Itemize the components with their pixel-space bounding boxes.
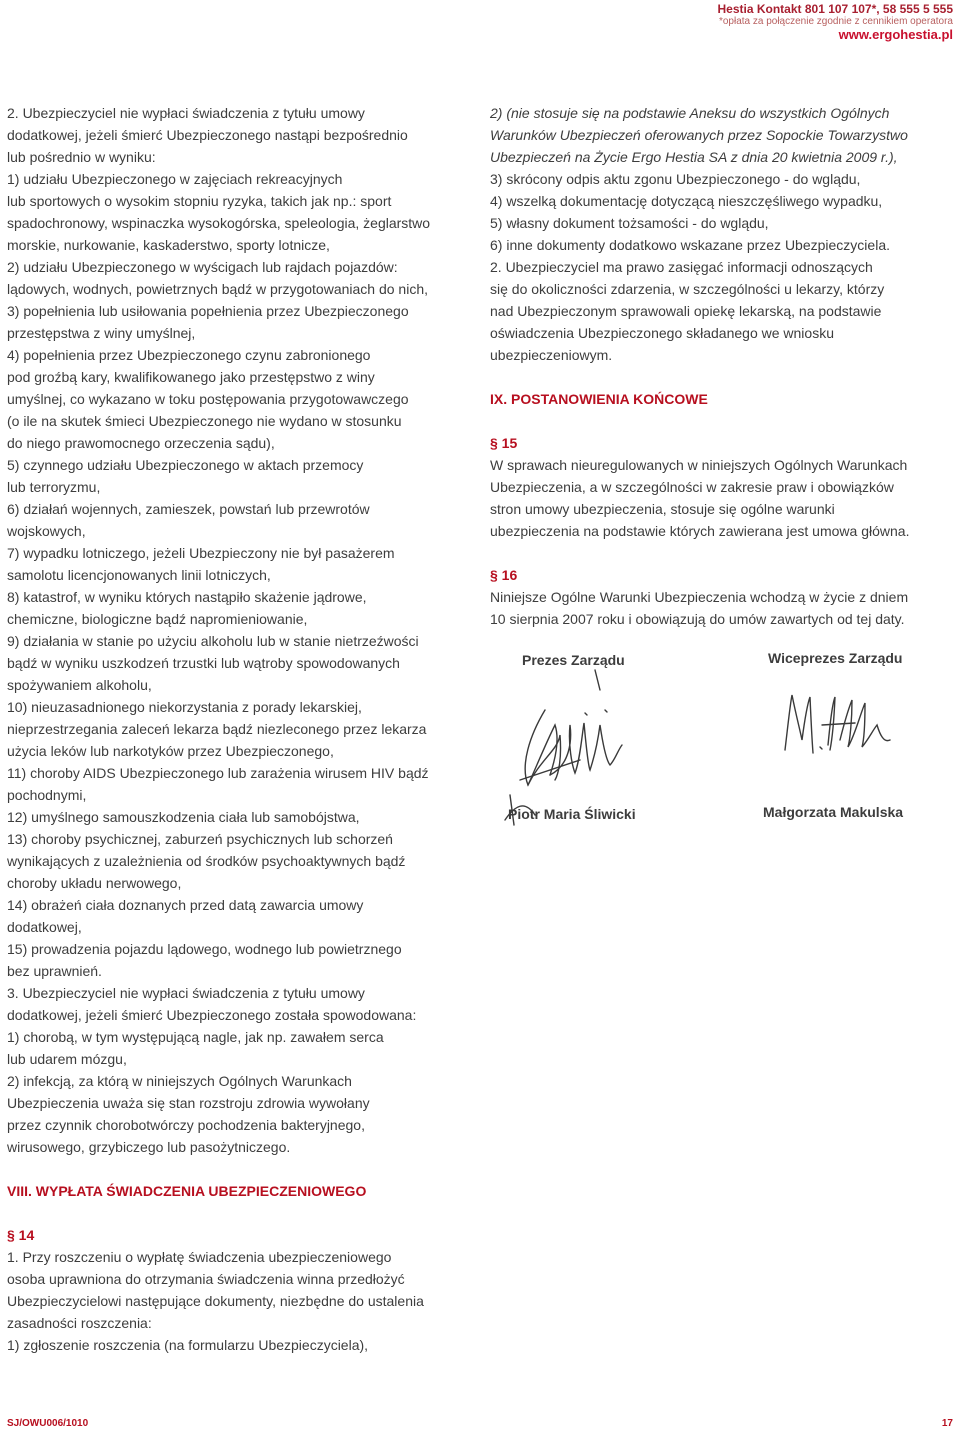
paragraph-16-number: § 16 [490, 567, 518, 583]
left-column [7, 102, 477, 1356]
text-line: (o ile na skutek śmieci Ubezpieczonego nie wydano w stosunku [7, 413, 402, 429]
text-line: dodatkowej, jeżeli śmierć Ubezpieczonego została spowodowana: [7, 1007, 417, 1023]
text-line: ubezpieczeniowym. [490, 347, 613, 363]
text-line: 9) działania w stanie po użyciu alkoholu lub w stanie nietrzeźwości [7, 633, 419, 649]
text-line: 4) popełnienia przez Ubezpieczonego czynu zabronionego [7, 347, 371, 363]
text-line: 14) obrażeń ciała doznanych przed datą zawarcia umowy [7, 897, 364, 913]
text-line: 2) udziału Ubezpieczonego w wyścigach lub rajdach pojazdów: [7, 259, 398, 275]
signature-right-name: Małgorzata Makulska [763, 804, 904, 820]
text-line: 1) chorobą, w tym występującą nagle, jak np. zawałem serca [7, 1029, 384, 1045]
section-viii-title: VIII. WYPŁATA ŚWIADCZENIA UBEZPIECZENIOWEGO [7, 1183, 367, 1199]
paragraph-15-text [490, 454, 955, 542]
text-line: 6) inne dokumenty dodatkowo wskazane przez Ubezpieczyciela. [490, 237, 890, 253]
text-line: 8) katastrof, w wyniku których nastąpiło skażenie jądrowe, [7, 589, 367, 605]
text-line: 3) popełnienia lub usiłowania popełnienia przez Ubezpieczonego [7, 303, 409, 319]
header-url[interactable]: www.ergohestia.pl [838, 27, 953, 42]
text-line: 1) zgłoszenie roszczenia (na formularzu Ubezpieczyciela), [7, 1337, 369, 1353]
text-line: wynikających z uzależnienia od środków psychoaktywnych bądź [7, 853, 406, 869]
text-line: 6) działań wojennych, zamieszek, powstań lub przewrotów [7, 501, 370, 517]
text-line: dodatkowej, jeżeli śmierć Ubezpieczonego nastąpi bezpośrednio [7, 127, 408, 143]
text-line: 13) choroby psychicznej, zaburzeń psychicznych lub schorzeń [7, 831, 393, 847]
text-line: Ubezpieczenia, a w szczególności w zakresie praw i obowiązków [490, 479, 894, 495]
header-note: *opłata za połączenie zgodnie z cennikiem operatora [718, 16, 953, 27]
paragraph-16-text [490, 586, 955, 630]
text-line: Niniejsze Ogólne Warunki Ubezpieczenia wchodzą w życie z dniem [490, 589, 909, 605]
section-ix-title: IX. POSTANOWIENIA KOŃCOWE [490, 391, 708, 407]
footer-page-number: 17 [941, 1418, 953, 1429]
text-line: 2. Ubezpieczyciel ma prawo zasięgać informacji odnoszących [490, 259, 873, 275]
paragraph-15-number: § 15 [490, 435, 518, 451]
text-line: 3. Ubezpieczyciel nie wypłaci świadczenia z tytułu umowy [7, 985, 365, 1001]
text-line: 3) skrócony odpis aktu zgonu Ubezpieczonego - do wglądu, [490, 171, 861, 187]
text-line: osoba uprawniona do otrzymania świadczenia winna przedłożyć [7, 1271, 405, 1287]
text-line: zasadności roszczenia: [7, 1315, 152, 1331]
text-line: Ubezpieczenia uważa się stan rozstroju zdrowia wywołany [7, 1095, 370, 1111]
text-line: Ubezpieczeń na Życie Ergo Hestia SA z dnia 20 kwietnia 2009 r.), [490, 149, 898, 165]
right-italic-block [490, 102, 955, 168]
left-text-block [7, 102, 477, 1158]
text-line: 7) wypadku lotniczego, jeżeli Ubezpieczony nie był pasażerem [7, 545, 395, 561]
text-line: samolotu licencjonowanych linii lotniczych, [7, 567, 271, 583]
text-line: oświadczenia Ubezpieczonego składanego we wniosku [490, 325, 834, 341]
text-line: 11) choroby AIDS Ubezpieczonego lub zarażenia wirusem HIV bądź [7, 765, 429, 781]
text-line: pochodnymi, [7, 787, 87, 803]
text-line: choroby układu nerwowego, [7, 875, 182, 891]
text-line: 4) wszelką dokumentację dotyczącą nieszczęśliwego wypadku, [490, 193, 883, 209]
text-line: użycia leków lub narkotyków przez Ubezpieczonego, [7, 743, 334, 759]
text-line: spożywaniem alkoholu, [7, 677, 152, 693]
text-line: lub udarem mózgu, [7, 1051, 127, 1067]
text-line: 5) własny dokument tożsamości - do wglądu, [490, 215, 769, 231]
text-line: 10) nieuzasadnionego niekorzystania z porady lekarskiej, [7, 699, 362, 715]
text-line: bądź w wyniku uszkodzeń trzustki lub wątroby spowodowanych [7, 655, 400, 671]
text-line: przez czynnik chorobotwórczy pochodzenia bakteryjnego, [7, 1117, 365, 1133]
text-line: 12) umyślnego samouszkodzenia ciała lub samobójstwa, [7, 809, 360, 825]
text-line: chemiczne, biologiczne bądź napromieniowanie, [7, 611, 308, 627]
text-line: lądowych, wodnych, powietrznych bądź w przygotowaniach do nich, [7, 281, 429, 297]
header-contact: Hestia Kontakt 801 107 107*, 58 555 5 555 [717, 2, 953, 16]
paragraph-14-text [7, 1246, 477, 1356]
text-line: lub pośrednio w wyniku: [7, 149, 156, 165]
right-text-block [490, 168, 955, 366]
text-line: 2. Ubezpieczyciel nie wypłaci świadczenia z tytułu umowy [7, 105, 365, 121]
text-line: Ubezpieczycielowi następujące dokumenty, niezbędne do ustalenia [7, 1293, 424, 1309]
paragraph-14-number: § 14 [7, 1227, 35, 1243]
text-line: ubezpieczenia na podstawie których zawierana jest umowa główna. [490, 523, 910, 539]
right-column [490, 102, 955, 630]
text-line: do niego prawomocnego orzeczenia sądu), [7, 435, 275, 451]
text-line: umyślnej, co wykazano w toku postępowania przygotowawczego [7, 391, 409, 407]
text-line: 10 sierpnia 2007 roku i obowiązują do umów zawartych od tej daty. [490, 611, 905, 627]
text-line: 1. Przy roszczeniu o wypłatę świadczenia ubezpieczeniowego [7, 1249, 392, 1265]
text-line: W sprawach nieuregulowanych w niniejszych Ogólnych Warunkach [490, 457, 908, 473]
text-line: nad Ubezpieczonym sprawowali opiekę lekarską, na podstawie [490, 303, 882, 319]
signature-right-title: Wiceprezes Zarządu [768, 650, 903, 666]
signature-left-title: Prezes Zarządu [522, 652, 625, 668]
text-line: przestępstwa z winy umyślnej, [7, 325, 196, 341]
text-line: bez uprawnień. [7, 963, 102, 979]
text-line: Warunków Ubezpieczeń oferowanych przez Sopockie Towarzystwo [490, 127, 908, 143]
text-line: 2) (nie stosuje się na podstawie Aneksu do wszystkich Ogólnych [490, 105, 890, 121]
text-line: dodatkowej, [7, 919, 82, 935]
text-line: nieprzestrzegania zaleceń lekarza bądź niezleconego przez lekarza [7, 721, 427, 737]
text-line: się do okoliczności zdarzenia, w szczególności u lekarzy, którzy [490, 281, 885, 297]
footer-code: SJ/OWU006/1010 [7, 1418, 89, 1429]
text-line: wojskowych, [7, 523, 86, 539]
text-line: lub terroryzmu, [7, 479, 101, 495]
text-line: stron umowy ubezpieczenia, stosuje się ogólne warunki [490, 501, 835, 517]
signature-right-image [780, 685, 900, 765]
text-line: 5) czynnego udziału Ubezpieczonego w aktach przemocy [7, 457, 364, 473]
text-line: pod groźbą kary, kwalifikowanego jako przestępstwo z winy [7, 369, 375, 385]
signature-left-name: Piotr Maria Śliwicki [508, 806, 636, 822]
text-line: spadochronowy, wspinaczka wysokogórska, speleologia, żeglarstwo [7, 215, 431, 231]
text-line: wirusowego, grzybiczego lub pasożytniczego. [7, 1139, 291, 1155]
text-line: morskie, nurkowanie, kaskaderstwo, sporty lotnicze, [7, 237, 330, 253]
text-line: 2) infekcją, za którą w niniejszych Ogólnych Warunkach [7, 1073, 352, 1089]
text-line: lub sportowych o wysokim stopniu ryzyka, takich jak np.: sport [7, 193, 392, 209]
text-line: 15) prowadzenia pojazdu lądowego, wodnego lub powietrznego [7, 941, 402, 957]
text-line: 1) udziału Ubezpieczonego w zajęciach rekreacyjnych [7, 171, 343, 187]
